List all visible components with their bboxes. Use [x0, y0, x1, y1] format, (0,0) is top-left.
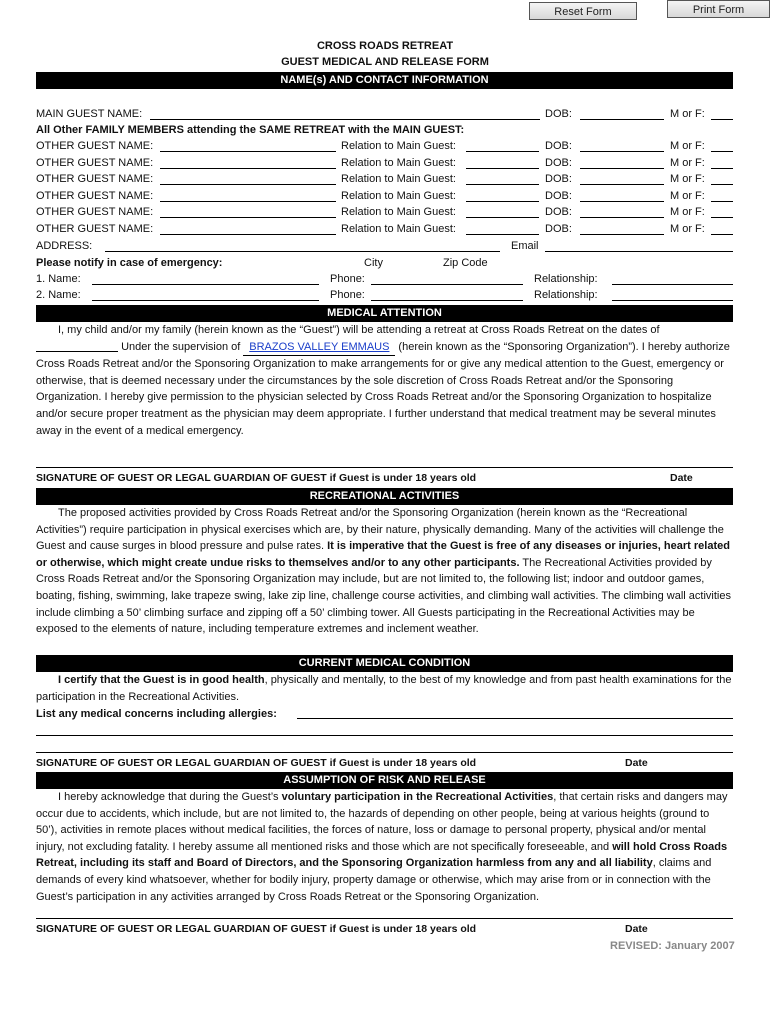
other-guest-name-field[interactable] [160, 184, 336, 185]
zip-label: Zip Code [443, 257, 488, 269]
risk-paragraph [36, 789, 733, 905]
dob-field[interactable] [580, 168, 664, 169]
sponsor-value: BRAZOS VALLEY EMMAUS [249, 340, 390, 353]
date-label: Date [670, 472, 693, 484]
other-guest-label: OTHER GUEST NAME: [36, 157, 154, 169]
risk-text-3: , that certain risks and dangers may occur due to accidents, which include, but are not limited to, the hazards of depending on other people, being at various heights (ground to 50’), activities in remote places without medical facilities, the forces of nature, loss or damage to personal property, physical and/or mental injury, not excluding fatality. I hereby assume all mentioned risks and those which are not specifically foreseeable, and [36, 791, 728, 853]
risk-text-4: will hold Cross Roads Retreat, including its staff and Board of Directors, and the Sponsoring Organization harmless from any and all liability [36, 840, 728, 870]
relation-label: Relation to Main Guest: [341, 173, 456, 185]
gender-field[interactable] [711, 168, 733, 169]
gender-label: M or F: [670, 206, 705, 218]
signature-label: SIGNATURE OF GUEST OR LEGAL GUARDIAN OF GUEST if Guest is under 18 years old [36, 923, 477, 935]
other-guest-name-field[interactable] [160, 201, 336, 202]
date-label: Date [625, 757, 648, 769]
main-guest-name-field[interactable] [150, 119, 540, 120]
email-field[interactable] [545, 251, 733, 252]
gender-label: M or F: [670, 140, 705, 152]
recreation-text-3: The Recreational Activities provided by Cross Roads Retreat and/or the Sponsoring Organization may include, but are not limited to, the following list; indoor and outdoor games, boating, fishing, swimming, lake trapeze swing, lake zip line, challenge course activities, and climbing wall activities. The climbing wall activities include climbing a 50’ climbing surface and zipping off a 50’ climbing tower. All Guests participating in the Recreational Activities may be exposed to the elements of nature, including temperature extremes and inclement weather. [36, 556, 731, 636]
main-guest-gender-field[interactable] [711, 119, 733, 120]
section-bar-recreation: RECREATIONAL ACTIVITIES [36, 488, 733, 505]
signature-line-3[interactable] [36, 918, 733, 937]
other-guest-name-field[interactable] [160, 168, 336, 169]
relation-field[interactable] [466, 234, 539, 235]
medical-paragraph [36, 322, 733, 439]
other-guest-label: OTHER GUEST NAME: [36, 223, 154, 235]
signature-label: SIGNATURE OF GUEST OR LEGAL GUARDIAN OF GUEST if Guest is under 18 years old [36, 472, 477, 484]
medical-concerns-field[interactable] [297, 718, 733, 719]
dob-label: DOB: [545, 140, 572, 152]
other-guest-name-field[interactable] [160, 234, 336, 235]
dob-field[interactable] [580, 217, 664, 218]
dob-label: DOB: [545, 206, 572, 218]
section-bar-medical: MEDICAL ATTENTION [36, 305, 733, 322]
other-guest-name-field[interactable] [160, 217, 336, 218]
recreation-paragraph [36, 505, 733, 638]
address-field[interactable] [105, 251, 500, 252]
relation-field[interactable] [466, 201, 539, 202]
medical-text-1: I, my child and/or my family (herein known as the “Guest”) will be attending a retreat at Cross Roads Retreat on the dates of [58, 324, 660, 336]
relation-label: Relation to Main Guest: [341, 206, 456, 218]
form-title: GUEST MEDICAL AND RELEASE FORM [281, 56, 489, 68]
emergency-relationship1-field[interactable] [612, 284, 733, 285]
gender-field[interactable] [711, 184, 733, 185]
city-label: City [364, 257, 383, 269]
signature-line-1[interactable] [36, 467, 733, 486]
relation-label: Relation to Main Guest: [341, 223, 456, 235]
medical-concerns-label: List any medical concerns including allergies: [36, 708, 277, 720]
other-guest-label: OTHER GUEST NAME: [36, 190, 154, 202]
emergency-name2-label: 2. Name: [36, 289, 81, 301]
gender-label: M or F: [670, 173, 705, 185]
section-bar-risk: ASSUMPTION OF RISK AND RELEASE [36, 772, 733, 789]
other-guest-label: OTHER GUEST NAME: [36, 173, 154, 185]
emergency-name1-field[interactable] [92, 284, 319, 285]
email-label: Email [511, 240, 539, 252]
dob-field[interactable] [580, 201, 664, 202]
gender-label: M or F: [670, 190, 705, 202]
medical-text-3: (herein known as the “Sponsoring Organization”). I hereby authorize Cross Roads Retreat and/or the Sponsoring Organization to make arrangements for or give any medical attention to the Guest, emergency or otherwise, that is deemed necessary under the circumstances by the sole discretion of Cross Roads Retreat and/or the Sponsoring Organization. I hereby give permission to the physician selected by Cross Roads Retreat and/or the Sponsoring Organization to hospitalize and/or secure proper treatment as the physician may deem appropriate. I further understand that medical treatment may be several minutes away in the event of a medical emergency. [36, 340, 730, 437]
reset-form-button[interactable]: Reset Form [529, 2, 637, 20]
revised-note: REVISED: January 2007 [610, 940, 735, 952]
dob-label: DOB: [545, 157, 572, 169]
gender-label: M or F: [670, 157, 705, 169]
risk-text-2: voluntary participation in the Recreational Activities [281, 791, 554, 803]
sponsor-field[interactable] [243, 339, 395, 357]
condition-text-2: , physically and mentally, to the best of my knowledge and from past health examinations for the participation in the Recreational Activities. [36, 674, 732, 703]
relationship-label: Relationship: [534, 273, 598, 285]
risk-text-5: , claims and demands of every kind whatsoever, whether for bodily injury, property damage or otherwise, which may arise from or in connection with the Guest’s participation in any activities arranged by Cross Roads Retreat or the Sponsoring Organization. [36, 857, 712, 903]
other-guest-name-field[interactable] [160, 151, 336, 152]
phone-label: Phone: [330, 273, 365, 285]
dob-label: DOB: [545, 173, 572, 185]
dob-label: DOB: [545, 108, 572, 120]
dob-label: DOB: [545, 223, 572, 235]
date-label: Date [625, 923, 648, 935]
gender-label: M or F: [670, 108, 705, 120]
medical-concerns-field-2[interactable] [36, 735, 733, 736]
other-guest-label: OTHER GUEST NAME: [36, 206, 154, 218]
main-guest-dob-field[interactable] [580, 119, 664, 120]
emergency-name1-label: 1. Name: [36, 273, 81, 285]
relation-label: Relation to Main Guest: [341, 157, 456, 169]
emergency-heading: Please notify in case of emergency: [36, 257, 223, 269]
main-guest-label: MAIN GUEST NAME: [36, 108, 143, 120]
emergency-name2-field[interactable] [92, 300, 319, 301]
medical-text-2: Under the supervision of [121, 340, 241, 353]
gender-label: M or F: [670, 223, 705, 235]
emergency-phone1-field[interactable] [371, 284, 523, 285]
address-label: ADDRESS: [36, 240, 93, 252]
relation-label: Relation to Main Guest: [341, 140, 456, 152]
family-heading: All Other FAMILY MEMBERS attending the SAME RETREAT with the MAIN GUEST: [36, 124, 465, 136]
risk-text-1: I hereby acknowledge that during the Guest’s [58, 791, 282, 803]
relation-field[interactable] [466, 184, 539, 185]
section-bar-contact: NAME(s) AND CONTACT INFORMATION [36, 72, 733, 89]
gender-field[interactable] [711, 151, 733, 152]
phone-label: Phone: [330, 289, 365, 301]
retreat-dates-field[interactable] [36, 340, 118, 352]
relation-field[interactable] [466, 168, 539, 169]
recreation-text-2: It is imperative that the Guest is free of any diseases or injuries, heart related or otherwise, which might create undue risks to themselves and/or to any other participants. [36, 540, 730, 569]
relation-label: Relation to Main Guest: [341, 190, 456, 202]
section-bar-condition: CURRENT MEDICAL CONDITION [36, 655, 733, 672]
emergency-phone2-field[interactable] [371, 300, 523, 301]
recreation-text-1: The proposed activities provided by Cross Roads Retreat and/or the Sponsoring Organization (herein known as the “Recreational Activities”) require participation in physical exercises which are, by their nature, physically demanding. Many of the activities will challenge the Guest and cause surges in blood pressure and pulse rates. [36, 507, 724, 553]
condition-text-1: I certify that the Guest is in good health [58, 674, 265, 686]
relation-field[interactable] [466, 151, 539, 152]
print-form-button[interactable]: Print Form [667, 0, 770, 18]
relation-field[interactable] [466, 217, 539, 218]
gender-field[interactable] [711, 217, 733, 218]
signature-line-2[interactable] [36, 752, 733, 771]
dob-label: DOB: [545, 190, 572, 202]
dob-field[interactable] [580, 184, 664, 185]
gender-field[interactable] [711, 234, 733, 235]
form-org-title: CROSS ROADS RETREAT [316, 40, 454, 52]
dob-field[interactable] [580, 234, 664, 235]
gender-field[interactable] [711, 201, 733, 202]
signature-label: SIGNATURE OF GUEST OR LEGAL GUARDIAN OF GUEST if Guest is under 18 years old [36, 757, 477, 769]
relationship-label: Relationship: [534, 289, 598, 301]
dob-field[interactable] [580, 151, 664, 152]
other-guest-label: OTHER GUEST NAME: [36, 140, 154, 152]
emergency-relationship2-field[interactable] [612, 300, 733, 301]
condition-paragraph [36, 672, 733, 705]
